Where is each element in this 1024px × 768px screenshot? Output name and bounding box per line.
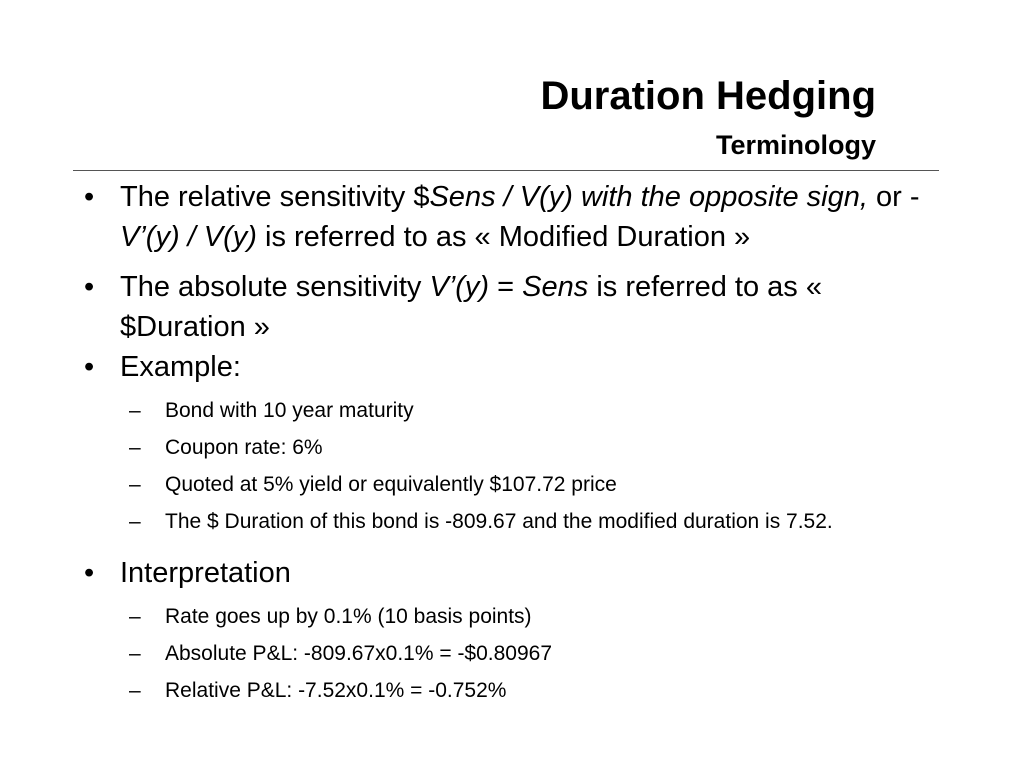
bullet-italic-text: Sens [522, 271, 589, 303]
bullet-text: is referred to as « Modified Duration » [256, 221, 751, 253]
sub-bullet-text: Quoted at 5% yield or equivalently $107.72 price [165, 473, 617, 496]
sub-bullet [84, 506, 934, 537]
slide-body [84, 177, 934, 722]
sub-bullet-text: Rate goes up by 0.1% (10 basis points) [165, 605, 532, 628]
bullet-interpretation [84, 553, 934, 593]
dash-marker: – [129, 679, 141, 702]
slide-subtitle: Terminology [715, 130, 876, 160]
dash-marker: – [129, 436, 141, 459]
bullet-text: The relative sensitivity $ [120, 181, 430, 213]
sub-bullet [84, 675, 934, 706]
interpretation-sublist [84, 601, 934, 706]
sub-bullet-text: The $ Duration of this bond is -809.67 and the modified duration is 7.52. [165, 510, 833, 533]
sub-bullet-text: Coupon rate: 6% [165, 436, 323, 459]
bullet-dot: • [84, 557, 95, 589]
sub-bullet [84, 601, 934, 632]
title-divider [73, 170, 939, 171]
sub-bullet [84, 432, 934, 463]
sub-bullet-text: Absolute P&L: -809.67x0.1% = -$0.80967 [165, 642, 553, 665]
bullet-text: or - [867, 181, 920, 213]
bullet-italic-text: Sens / V(y) with the opposite sign, [429, 181, 868, 213]
bullet-dot: • [84, 181, 95, 213]
bullet-italic-text: V’(y) [429, 271, 490, 303]
dash-marker: – [129, 473, 141, 496]
sub-bullet-text: Bond with 10 year maturity [165, 399, 414, 422]
dash-marker: – [129, 642, 141, 665]
dash-marker: – [129, 605, 141, 628]
dash-marker: – [129, 399, 141, 422]
sub-bullet [84, 469, 934, 500]
bullet-dot: • [84, 351, 95, 383]
bullet-dot: • [84, 271, 95, 303]
sub-bullet [84, 638, 934, 669]
bullet-example [84, 347, 934, 387]
slide-title: Duration Hedging [540, 74, 876, 118]
bullet-text: is referred to as « $Duration » [120, 271, 822, 343]
bullet-modified-duration [84, 177, 934, 257]
sub-bullet [84, 395, 934, 426]
bullet-text: Interpretation [120, 557, 291, 589]
dash-marker: – [129, 510, 141, 533]
bullet-text: = [489, 271, 523, 303]
bullet-italic-text: V’(y) / V(y) [120, 221, 257, 253]
bullet-dollar-duration [84, 267, 934, 347]
bullet-text: Example: [120, 351, 241, 383]
example-sublist [84, 395, 934, 537]
sub-bullet-text: Relative P&L: -7.52x0.1% = -0.752% [165, 679, 507, 702]
bullet-text: The absolute sensitivity [120, 271, 430, 303]
